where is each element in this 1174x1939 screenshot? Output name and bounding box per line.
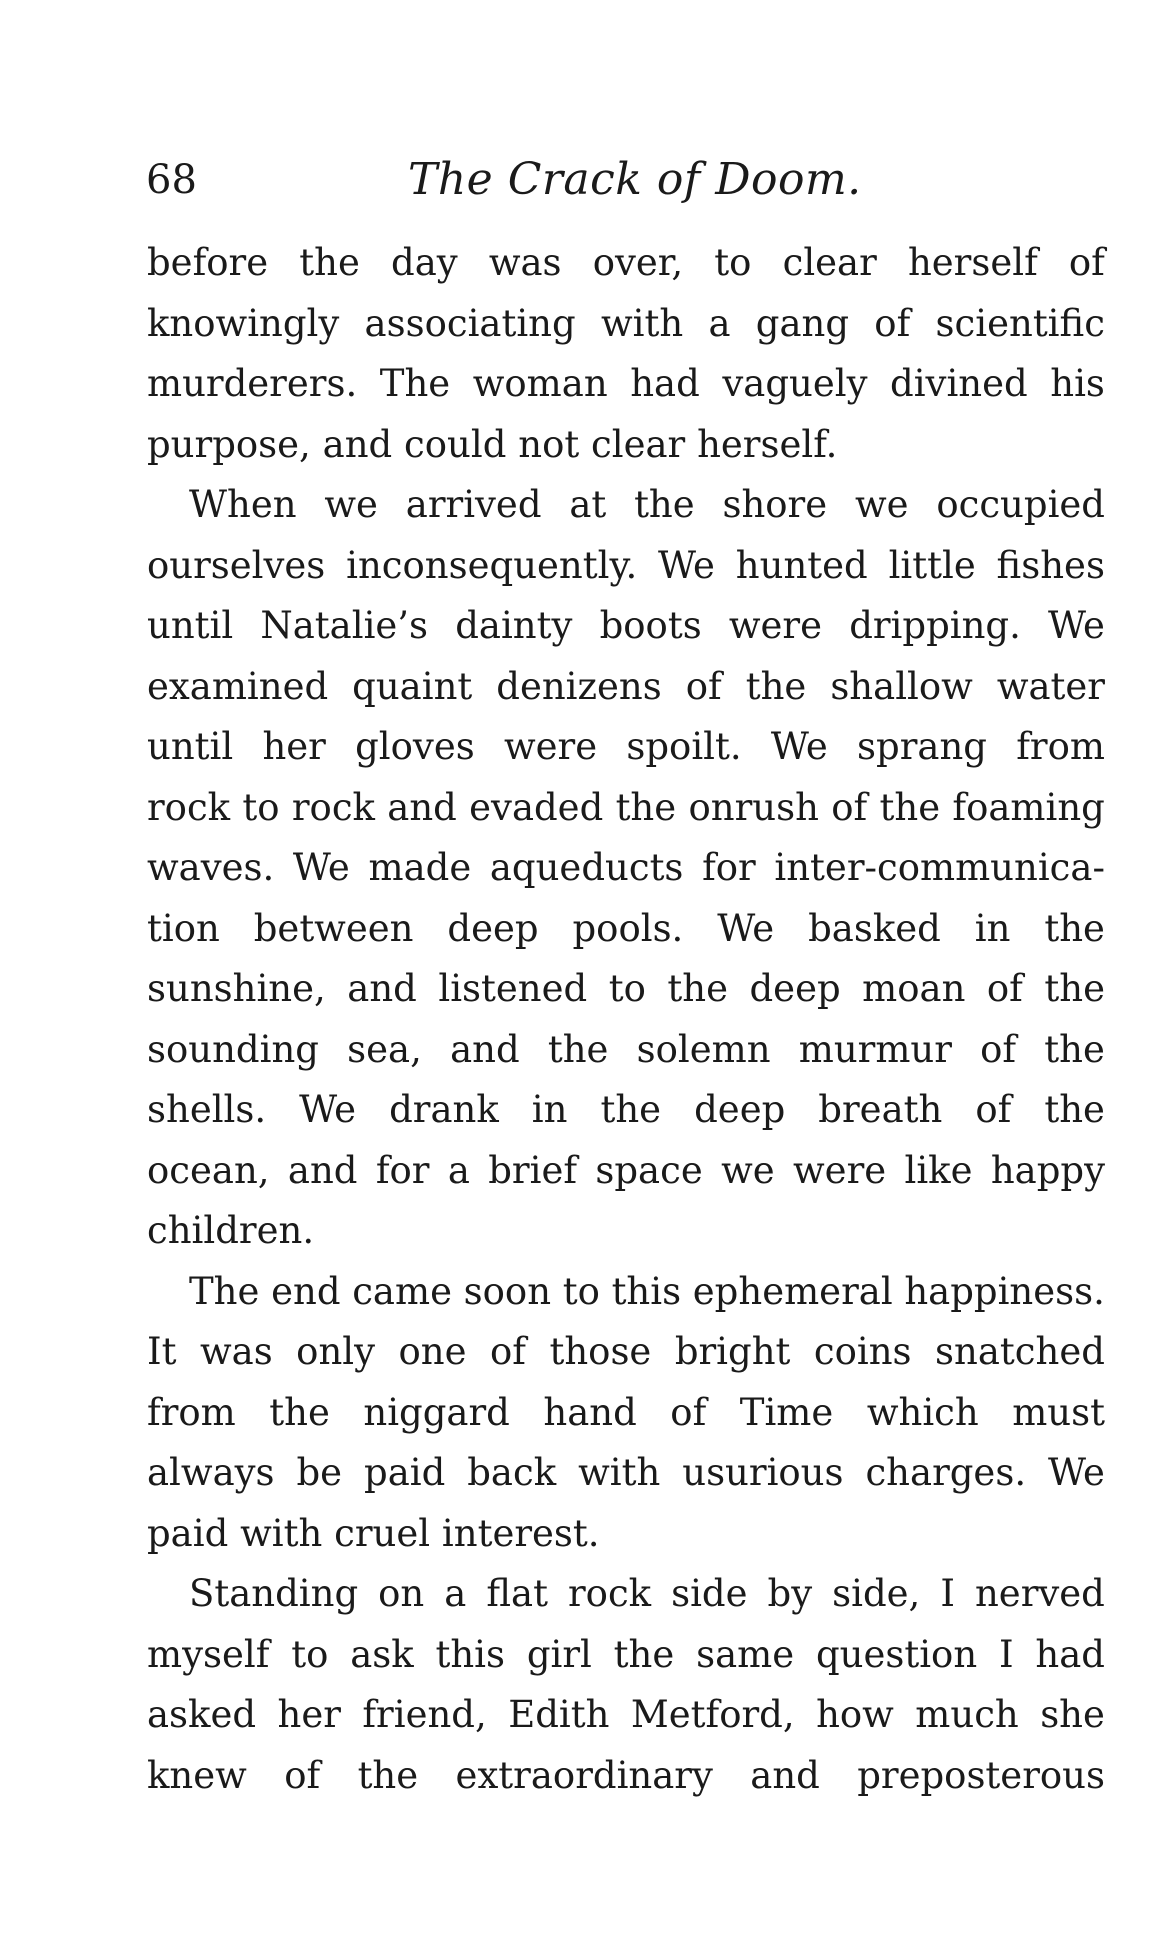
text-line: until Natalie’s dainty boots were dripping. We [147,604,1105,647]
text-line: from the niggard hand of Time which must [147,1390,1105,1434]
text-line: children. [147,1209,315,1252]
text-line: rock to rock and evaded the onrush of the foaming [147,785,1105,829]
text-line: ocean, and for a brief space we were like happy [147,1148,1105,1192]
running-title: The Crack of Doom. [408,154,862,205]
text-line: before the day was over, to clear herself of [147,241,1105,284]
text-line: murderers. The woman had vaguely divined his [147,362,1105,405]
text-line: When we arrived at the shore we occupied [189,483,1105,526]
text-line: tion between deep pools. We basked in the [147,906,1105,950]
paragraph [147,233,1105,475]
text-line: until her gloves were spoilt. We sprang from [147,725,1105,768]
text-line: purpose, and could not clear herself. [147,422,838,466]
text-line: sunshine, and listened to the deep moan of the [147,967,1105,1010]
text-line: sounding sea, and the solemn murmur of the [147,1027,1105,1071]
paragraph [147,475,1105,1262]
page-header [146,150,866,210]
paragraph [147,1564,1105,1806]
text-line: myself to ask this girl the same question I had [147,1632,1105,1676]
text-line: waves. We made aqueducts for inter-communica- [147,846,1105,889]
text-line: The end came soon to this ephemeral happiness. [189,1269,1105,1313]
paragraph [147,1262,1105,1565]
text-line: Standing on a flat rock side by side, I nerved [189,1572,1105,1615]
text-line: knew of the extraordinary and preposterous [147,1753,1105,1797]
text-line: always be paid back with usurious charges. We [147,1451,1105,1494]
text-line: It was only one of those bright coins snatched [147,1330,1105,1373]
page-number: 68 [146,157,197,203]
text-line: examined quaint denizens of the shallow water [147,664,1105,708]
text-line: knowingly associating with a gang of scientific [147,301,1105,345]
body-text [147,233,1105,1806]
text-line: asked her friend, Edith Metford, how much she [147,1693,1105,1736]
text-line: shells. We drank in the deep breath of the [147,1088,1105,1131]
text-line: paid with cruel interest. [147,1511,600,1555]
text-line: ourselves inconsequently. We hunted little fishes [147,543,1105,587]
